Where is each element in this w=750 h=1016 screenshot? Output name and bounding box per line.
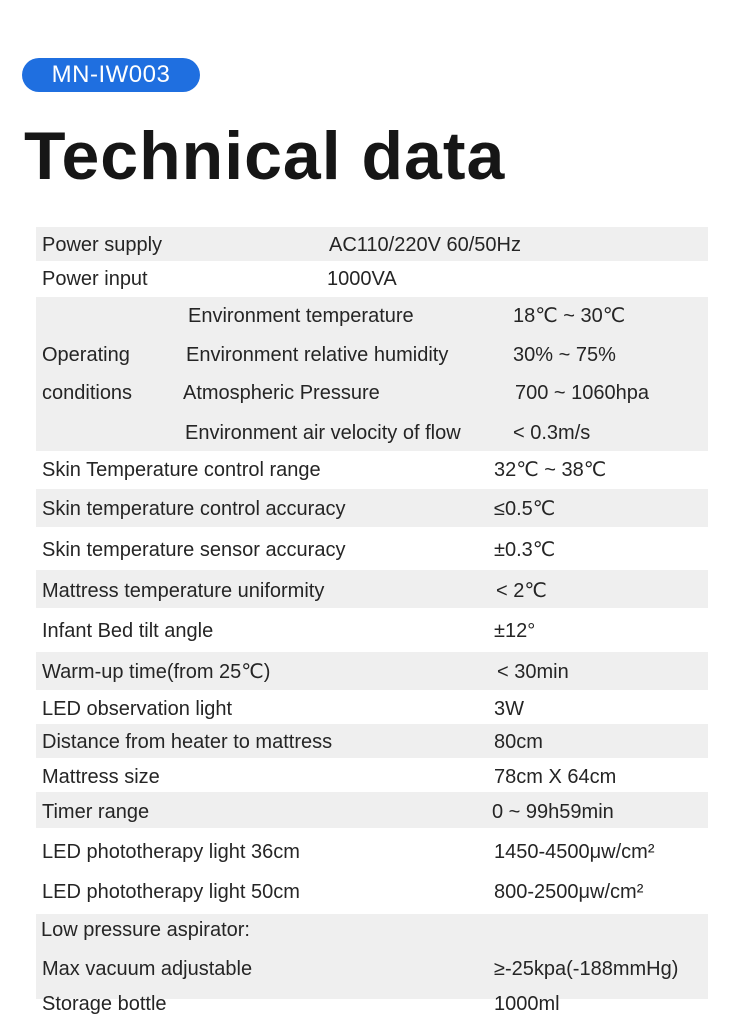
table-row: [36, 227, 708, 261]
table-row: [36, 261, 708, 297]
row-label: Mattress size: [42, 766, 160, 788]
page-title: Technical data: [24, 118, 506, 194]
row-value: 0 ~ 99h59min: [492, 801, 614, 823]
table-row: [36, 451, 708, 489]
operating-label-2: conditions: [42, 382, 133, 404]
operating-conditions-block: [36, 297, 708, 451]
row-label: Mattress temperature uniformity: [42, 580, 325, 602]
row-label: Skin temperature control accuracy: [42, 498, 346, 520]
table-row: [36, 652, 708, 690]
row-label: Infant Bed tilt angle: [42, 620, 214, 642]
row-label: Timer range: [42, 801, 150, 823]
table-row: [36, 792, 708, 828]
row-label: Max vacuum adjustable: [42, 958, 253, 980]
row-label: LED phototherapy light 50cm: [42, 881, 300, 903]
condition-label: Environment air velocity of flow: [185, 422, 461, 444]
row-value: ±12°: [494, 620, 536, 642]
table-row: [36, 828, 708, 914]
model-badge: MN-IW003: [22, 58, 200, 92]
row-value: ≥-25kpa(-188mmHg): [494, 958, 679, 980]
table-row: [36, 527, 708, 570]
row-value: 800-2500μw/cm²: [494, 881, 644, 903]
row-value: ±0.3℃: [494, 539, 556, 561]
row-label: Distance from heater to mattress: [42, 731, 333, 753]
row-value: 1450-4500μw/cm²: [494, 841, 655, 863]
row-label: Power supply: [42, 234, 163, 256]
operating-label: Operating: [42, 344, 130, 366]
row-label: Skin temperature sensor accuracy: [42, 539, 346, 561]
condition-value: 30% ~ 75%: [513, 344, 616, 366]
table-row: [36, 690, 708, 724]
row-value: AC110/220V 60/50Hz: [329, 234, 521, 256]
table-row: [36, 570, 708, 608]
row-value: 78cm X 64cm: [494, 766, 617, 788]
condition-label: Environment relative humidity: [186, 344, 449, 366]
row-label: LED phototherapy light 36cm: [42, 841, 300, 863]
row-label: Power input: [42, 268, 148, 290]
condition-value: < 0.3m/s: [513, 422, 591, 444]
row-value: 1000ml: [494, 993, 560, 1015]
row-value: < 2℃: [496, 580, 547, 602]
aspirator-heading: Low pressure aspirator:: [41, 919, 250, 941]
row-value: 80cm: [494, 731, 543, 753]
row-label: Skin Temperature control range: [42, 459, 321, 481]
condition-value: 18℃ ~ 30℃: [513, 305, 626, 327]
row-value: 3W: [494, 698, 524, 720]
table-row: [36, 489, 708, 527]
row-label: LED observation light: [42, 698, 233, 720]
row-label: Storage bottle: [42, 993, 167, 1015]
condition-label: Environment temperature: [188, 305, 414, 327]
aspirator-block: [36, 914, 708, 1015]
row-value: ≤0.5℃: [494, 498, 556, 520]
table-row: [36, 608, 708, 652]
table-row: [36, 724, 708, 758]
row-value: 32℃ ~ 38℃: [494, 459, 607, 481]
condition-value: 700 ~ 1060hpa: [515, 382, 650, 404]
row-value: < 30min: [497, 661, 569, 683]
row-value: 1000VA: [327, 268, 397, 290]
table-row: [36, 758, 708, 792]
condition-label: Atmospheric Pressure: [183, 382, 380, 404]
row-label: Warm-up time(from 25℃): [42, 661, 271, 683]
